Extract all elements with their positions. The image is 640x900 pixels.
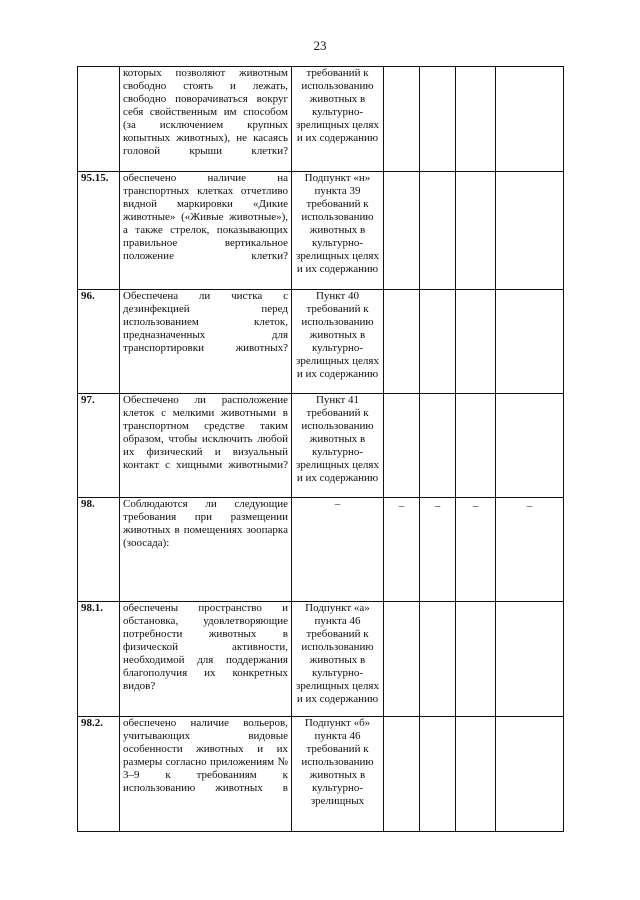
answer-cell — [420, 67, 456, 172]
answer-mark: – — [472, 500, 479, 512]
answer-cell — [420, 717, 456, 832]
answer-cell — [384, 602, 420, 717]
requirement-question: обеспечены пространство и обстановка, удовлетворяющие потребности животных в физической активности, необходимой для поддержания благополучия их конкретных видов? — [120, 602, 292, 717]
checklist-table — [77, 66, 564, 832]
legal-reference: Пункт 41 требований к использованию животных в культурно-зрелищных целях и их содержанию — [292, 394, 384, 498]
page-number: 23 — [313, 38, 327, 53]
answer-cell — [496, 498, 564, 602]
legal-reference: Подпункт «а» пункта 46 требований к использованию животных в культурно-зрелищных целях и их содержанию — [292, 602, 384, 717]
answer-cell — [384, 172, 420, 290]
legal-reference: Подпункт «б» пункта 46 требований к использованию животных в культурно-зрелищных — [292, 717, 384, 832]
item-number: 98.1. — [78, 602, 120, 717]
answer-cell — [456, 717, 496, 832]
answer-cell — [384, 498, 420, 602]
requirement-question: обеспечено наличие на транспортных клетках отчетливо видной маркировки «Дикие животные» («Живые животные»), а также стрелок, показывающих правильное вертикальное положение клетки? — [120, 172, 292, 290]
answer-cell — [456, 394, 496, 498]
answer-mark: – — [434, 500, 441, 512]
table-row — [78, 717, 564, 832]
answer-cell — [496, 172, 564, 290]
answer-cell — [420, 172, 456, 290]
requirement-question: Соблюдаются ли следующие требования при размещении животных в помещениях зоопарка (зоосада): — [120, 498, 292, 602]
table-row — [78, 498, 564, 602]
requirement-question: которых позволяют животным свободно стоять и лежать, свободно поворачиваться вокруг себя свойственным им способом (за исключением крупных копытных животных), не касаясь головой крыши клетки? — [120, 67, 292, 172]
answer-cell — [384, 290, 420, 394]
item-number — [78, 67, 120, 172]
requirement-question: Обеспечена ли чистка с дезинфекцией перед использованием клеток, предназначенных для транспортировки животных? — [120, 290, 292, 394]
answer-cell — [384, 394, 420, 498]
table-row — [78, 290, 564, 394]
table-row — [78, 602, 564, 717]
legal-reference: Подпункт «н» пункта 39 требований к использованию животных в культурно-зрелищных целях и их содержанию — [292, 172, 384, 290]
table-body — [78, 67, 564, 832]
answer-cell — [420, 394, 456, 498]
item-number: 96. — [78, 290, 120, 394]
requirement-question: обеспечено наличие вольеров, учитывающих видовые особенности животных и их размеры согласно приложениям № 3–9 к требованиям к использованию животных в — [120, 717, 292, 832]
answer-cell — [456, 172, 496, 290]
answer-cell — [456, 602, 496, 717]
answer-cell — [456, 290, 496, 394]
legal-reference: требований к использованию животных в культурно-зрелищных целях и их содержанию — [292, 67, 384, 172]
legal-reference: – — [292, 498, 384, 602]
answer-cell — [496, 67, 564, 172]
table-row — [78, 172, 564, 290]
legal-reference: Пункт 40 требований к использованию животных в культурно-зрелищных целях и их содержанию — [292, 290, 384, 394]
item-number: 98. — [78, 498, 120, 602]
item-number: 98.2. — [78, 717, 120, 832]
item-number: 95.15. — [78, 172, 120, 290]
answer-mark: – — [398, 500, 405, 512]
answer-cell — [384, 717, 420, 832]
answer-cell — [384, 67, 420, 172]
answer-mark: – — [526, 500, 533, 512]
answer-cell — [456, 498, 496, 602]
requirement-question: Обеспечено ли расположение клеток с мелкими животными в транспортном средстве таким образом, чтобы исключить любой их физический и визуальный контакт с хищными животными? — [120, 394, 292, 498]
answer-cell — [496, 394, 564, 498]
answer-cell — [496, 290, 564, 394]
answer-cell — [420, 498, 456, 602]
answer-cell — [496, 717, 564, 832]
answer-cell — [420, 290, 456, 394]
answer-cell — [456, 67, 496, 172]
answer-cell — [496, 602, 564, 717]
item-number: 97. — [78, 394, 120, 498]
answer-cell — [420, 602, 456, 717]
table-row — [78, 394, 564, 498]
table-row — [78, 67, 564, 172]
